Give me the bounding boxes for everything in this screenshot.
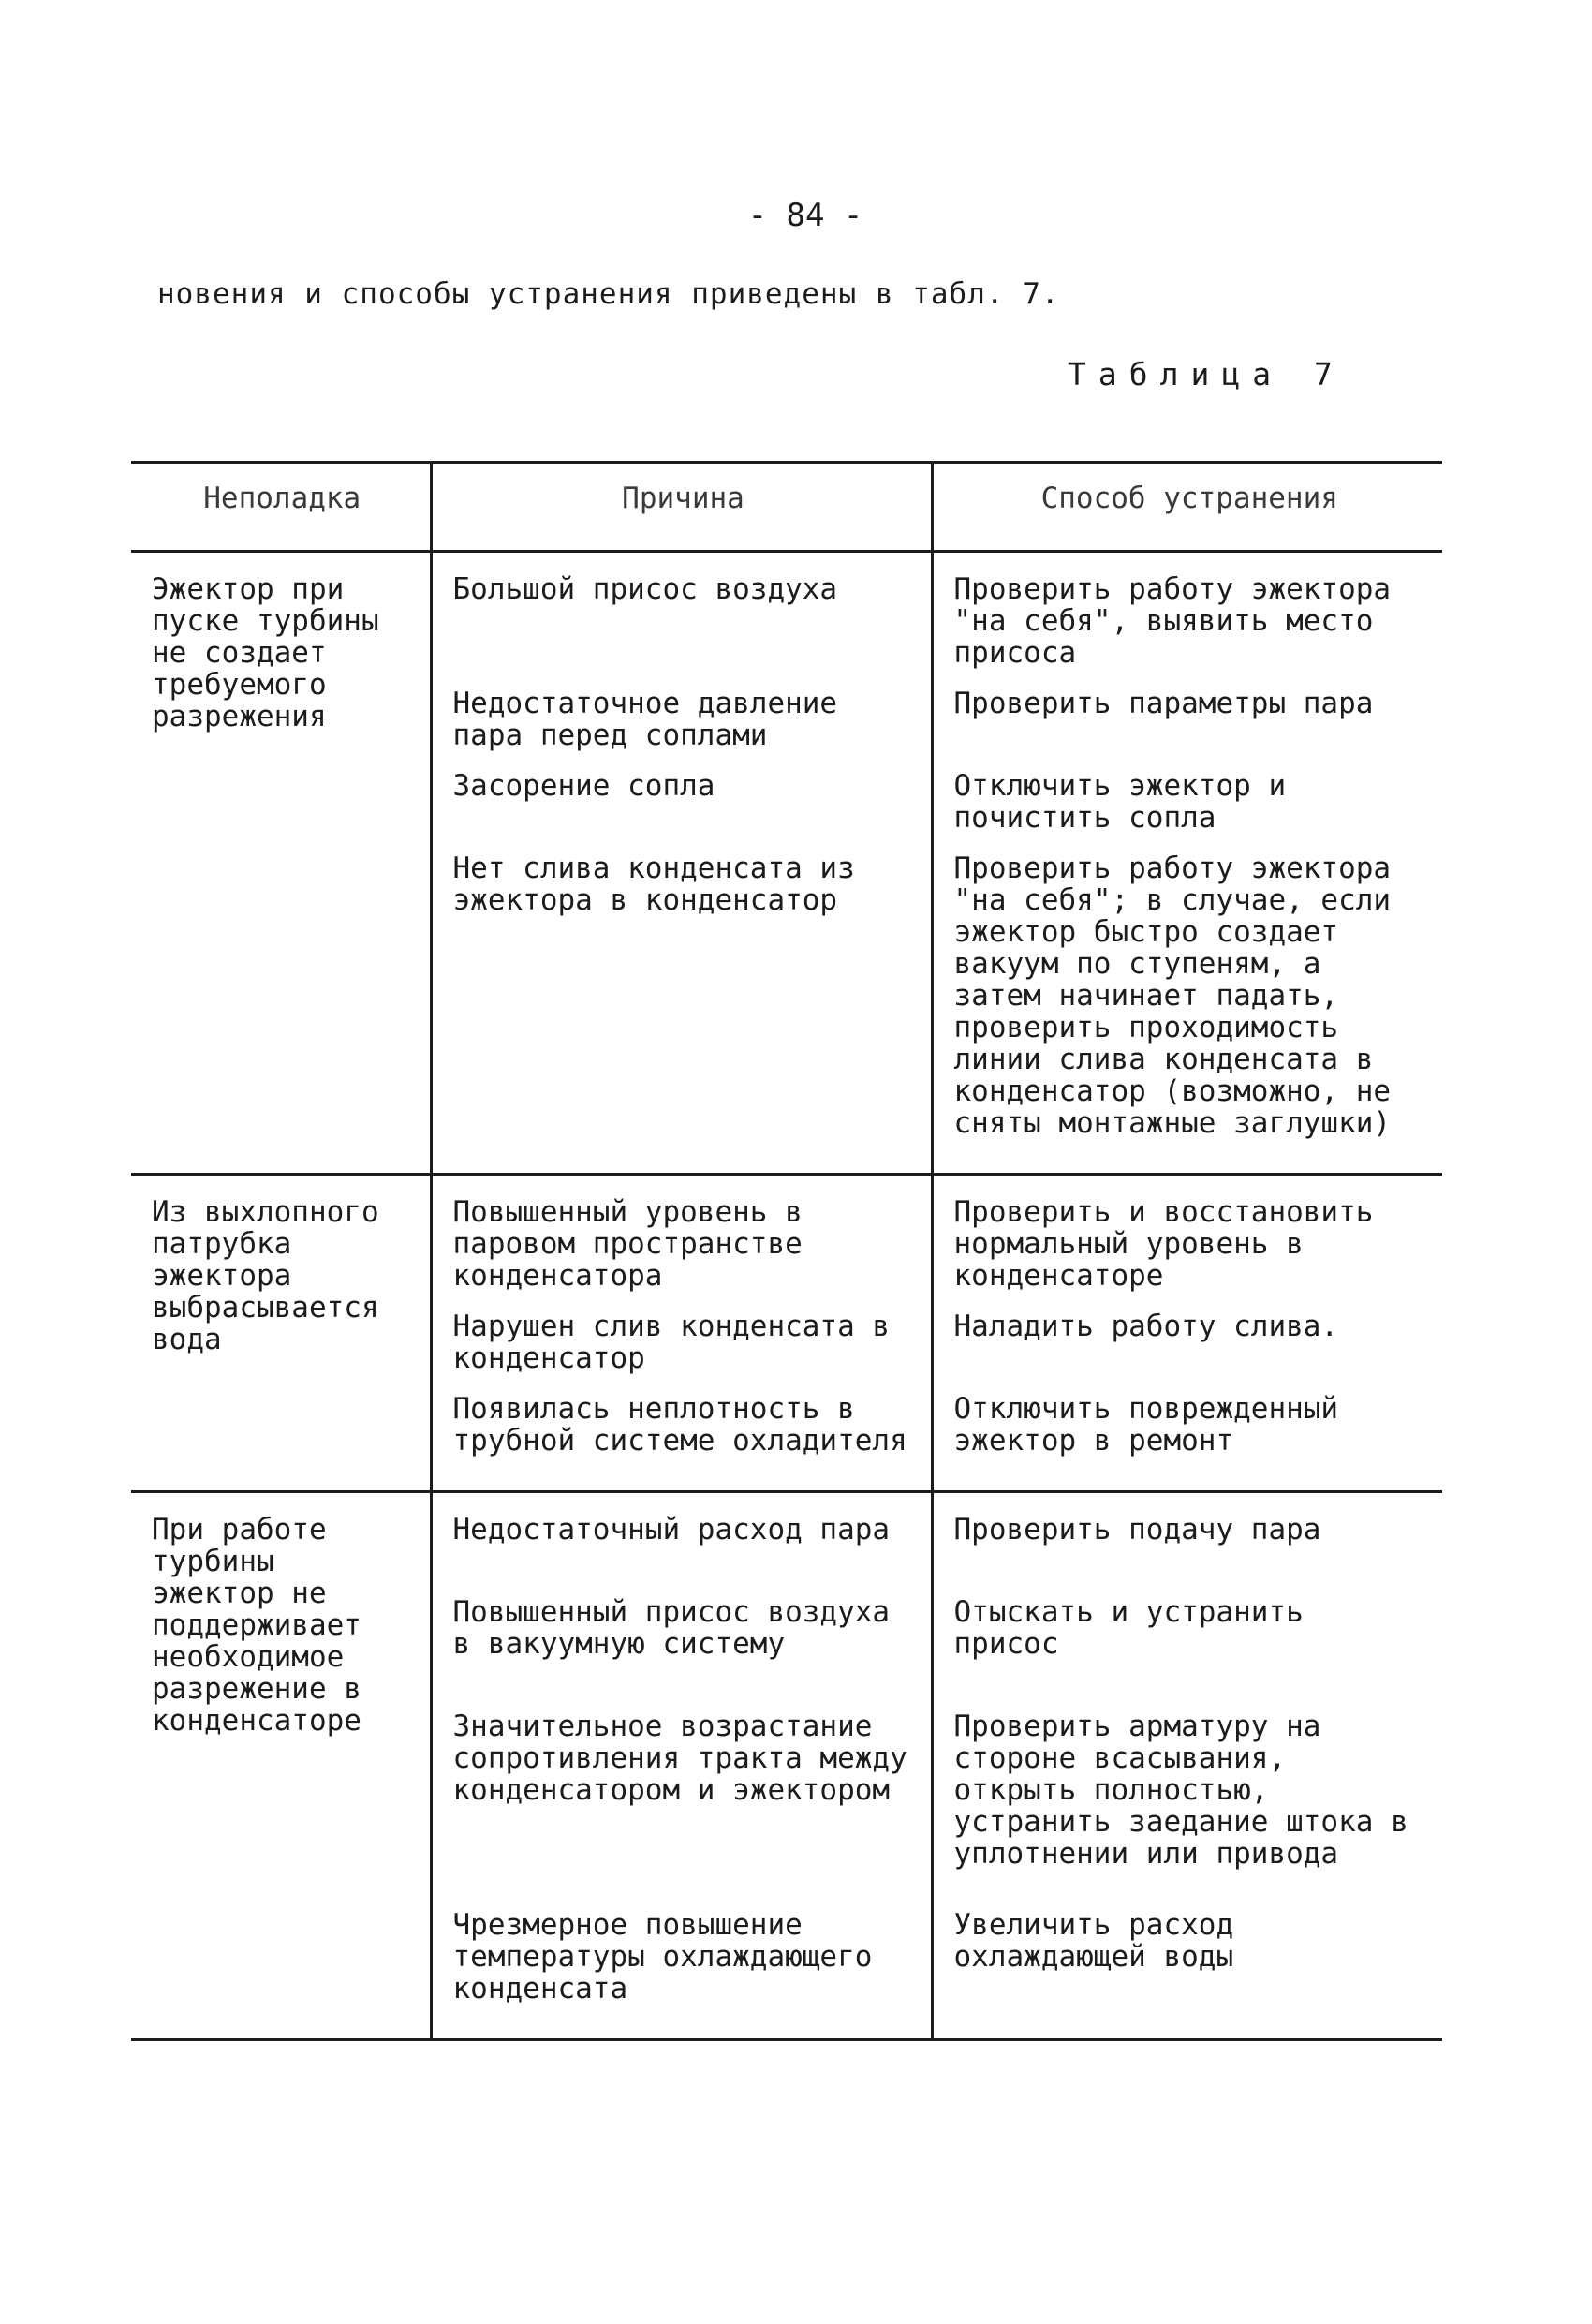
remedy-text: Отключить эжектор и почистить сопла: [953, 769, 1287, 835]
cause-cell: [431, 552, 932, 1175]
remedy-text: Отключить поврежденный эжектор в ремонт: [953, 1392, 1339, 1458]
cause-text: Нарушен слив конденсата в конденсатор: [452, 1310, 891, 1375]
remedy-cell: [932, 1175, 1442, 1492]
cause-text: Появилась неплотность в трубной системе охладителя: [452, 1392, 907, 1458]
table-header-row: [131, 463, 1442, 552]
table-header: [131, 463, 1442, 552]
remedy-text: Наладить работу слива.: [953, 1310, 1339, 1343]
table-row: [131, 1492, 1442, 2040]
remedy-text: Проверить арматуру на стороне всасывания, открыть полностью, устранить заедание штока в уплотнении или привода: [953, 1710, 1408, 1871]
remedy-text: Проверить параметры пара: [953, 687, 1374, 720]
cause-text: Значительное возрастание сопротивления тракта между конденсатором и эжектором: [452, 1710, 907, 1807]
intro-text: новения и способы устранения приведены в табл. 7.: [157, 277, 1060, 311]
table-caption: Таблица 7: [1068, 356, 1345, 392]
table-row: [131, 1175, 1442, 1492]
cause-text: Чрезмерное повышение температуры охлаждающего конденсата: [452, 1908, 873, 2006]
header-remedy: Способ устранения: [932, 463, 1442, 552]
remedy-text: Проверить подачу пара: [953, 1513, 1321, 1547]
remedy-text: Увеличить расход охлаждающей воды: [953, 1908, 1234, 1974]
header-cause: Причина: [431, 463, 932, 552]
cause-cell: [431, 1492, 932, 2040]
cause-text: Большой присос воздуха: [452, 572, 838, 606]
cause-text: Повышенный уровень в паровом пространстве конденсатора: [452, 1195, 803, 1293]
troubleshooting-table-wrapper: [131, 461, 1442, 2041]
table-row: [131, 552, 1442, 1175]
fault-cell: При работе турбины эжектор не поддерживает необходимое разрежение в конденсаторе: [152, 1513, 361, 1738]
remedy-cell: [932, 1492, 1442, 2040]
header-fault: Неполадка: [203, 481, 361, 515]
cause-text: Засорение сопла: [452, 769, 715, 803]
remedy-text: Проверить работу эжектора "на себя"; в случае, если эжектор быстро создает вакуум по ступеням, а затем начинает падать, проверить проходимость линии слива конденсата в конденсатор (возможно, не сняты монтажные заглушки): [953, 851, 1392, 1140]
table-body: [131, 552, 1442, 2040]
cause-text: Нет слива конденсата из эжектора в конденсатор: [452, 851, 855, 917]
remedy-text: Проверить работу эжектора "на себя", выявить место присоса: [953, 572, 1392, 670]
cause-text: Повышенный присос воздуха в вакуумную систему: [452, 1595, 891, 1661]
fault-cell: Эжектор при пуске турбины не создает требуемого разрежения: [152, 572, 379, 733]
remedy-cell: [932, 552, 1442, 1175]
cause-cell: [431, 1175, 932, 1492]
remedy-text: Отыскать и устранить присос: [953, 1595, 1304, 1661]
page-number: - 84 -: [747, 197, 863, 234]
remedy-text: Проверить и восстановить нормальный уровень в конденсаторе: [953, 1195, 1374, 1293]
fault-cell: Из выхлопного патрубка эжектора выбрасывается вода: [152, 1195, 379, 1356]
cause-text: Недостаточное давление пара перед соплами: [452, 687, 838, 752]
troubleshooting-table: [131, 461, 1442, 2041]
cause-text: Недостаточный расход пара: [452, 1513, 891, 1547]
